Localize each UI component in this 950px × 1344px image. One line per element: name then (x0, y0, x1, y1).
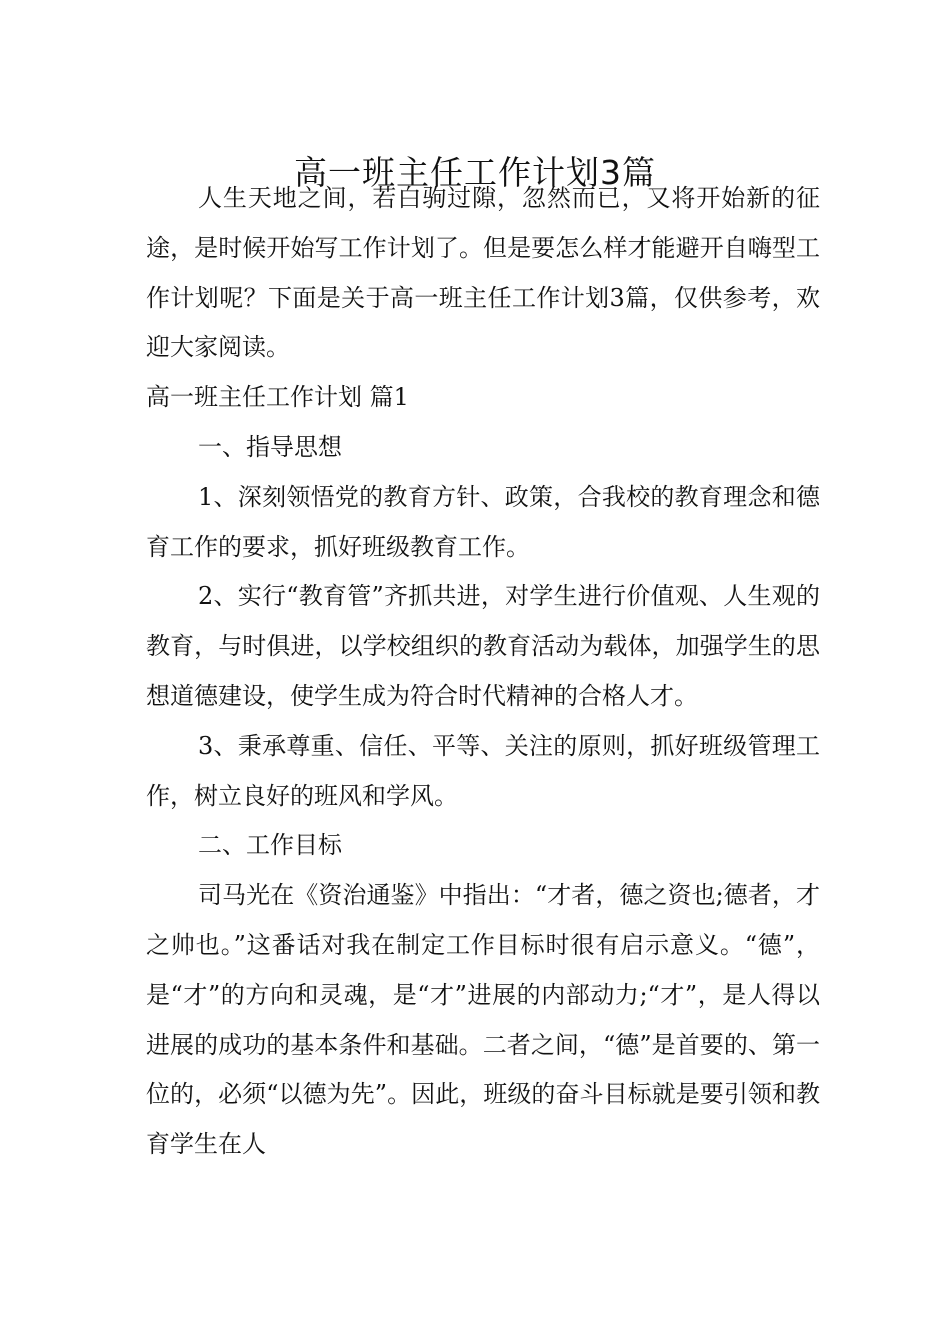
paragraph-item-2: 2、实行“教育管”齐抓共进，对学生进行价值观、人生观的教育，与时俱进，以学校组织的教育活动为载体，加强学生的思想道德建设，使学生成为符合时代精神的合格人才。 (146, 582, 820, 710)
intro-paragraph: 人生天地之间，若白驹过隙，忽然而已，又将开始新的征途，是时候开始写工作计划了。但是要怎么样才能避开自嗨型工作计划呢？下面是关于高一班主任工作计划3篇，仅供参考，欢迎大家阅读。 (146, 184, 820, 362)
document-body (146, 174, 820, 1170)
subheading-guiding-thought: 一、指导思想 (198, 432, 342, 461)
section-title: 高一班主任工作计划 篇1 (146, 383, 409, 412)
document-title: 高一班主任工作计划3篇 (294, 153, 656, 193)
paragraph-item-1: 1、深刻领悟党的教育方针、政策，合我校的教育理念和德育工作的要求，抓好班级教育工作。 (146, 482, 820, 561)
subheading-work-goals: 二、工作目标 (198, 831, 342, 860)
paragraph-item-3: 3、秉承尊重、信任、平等、关注的原则，抓好班级管理工作，树立良好的班风和学风。 (146, 731, 820, 810)
paragraph-work-goals: 司马光在《资治通鉴》中指出：“才者，德之资也;德者，才之帅也。”这番话对我在制定工作目标时很有启示意义。“德”，是“才”的方向和灵魂，是“才”进展的内部动力;“才”，是人得以进展的成功的基本条件和基础。二者之间，“德”是首要的、第一位的，必须“以德为先”。因此，班级的奋斗目标就是要引领和教育学生在人 (146, 881, 820, 1159)
